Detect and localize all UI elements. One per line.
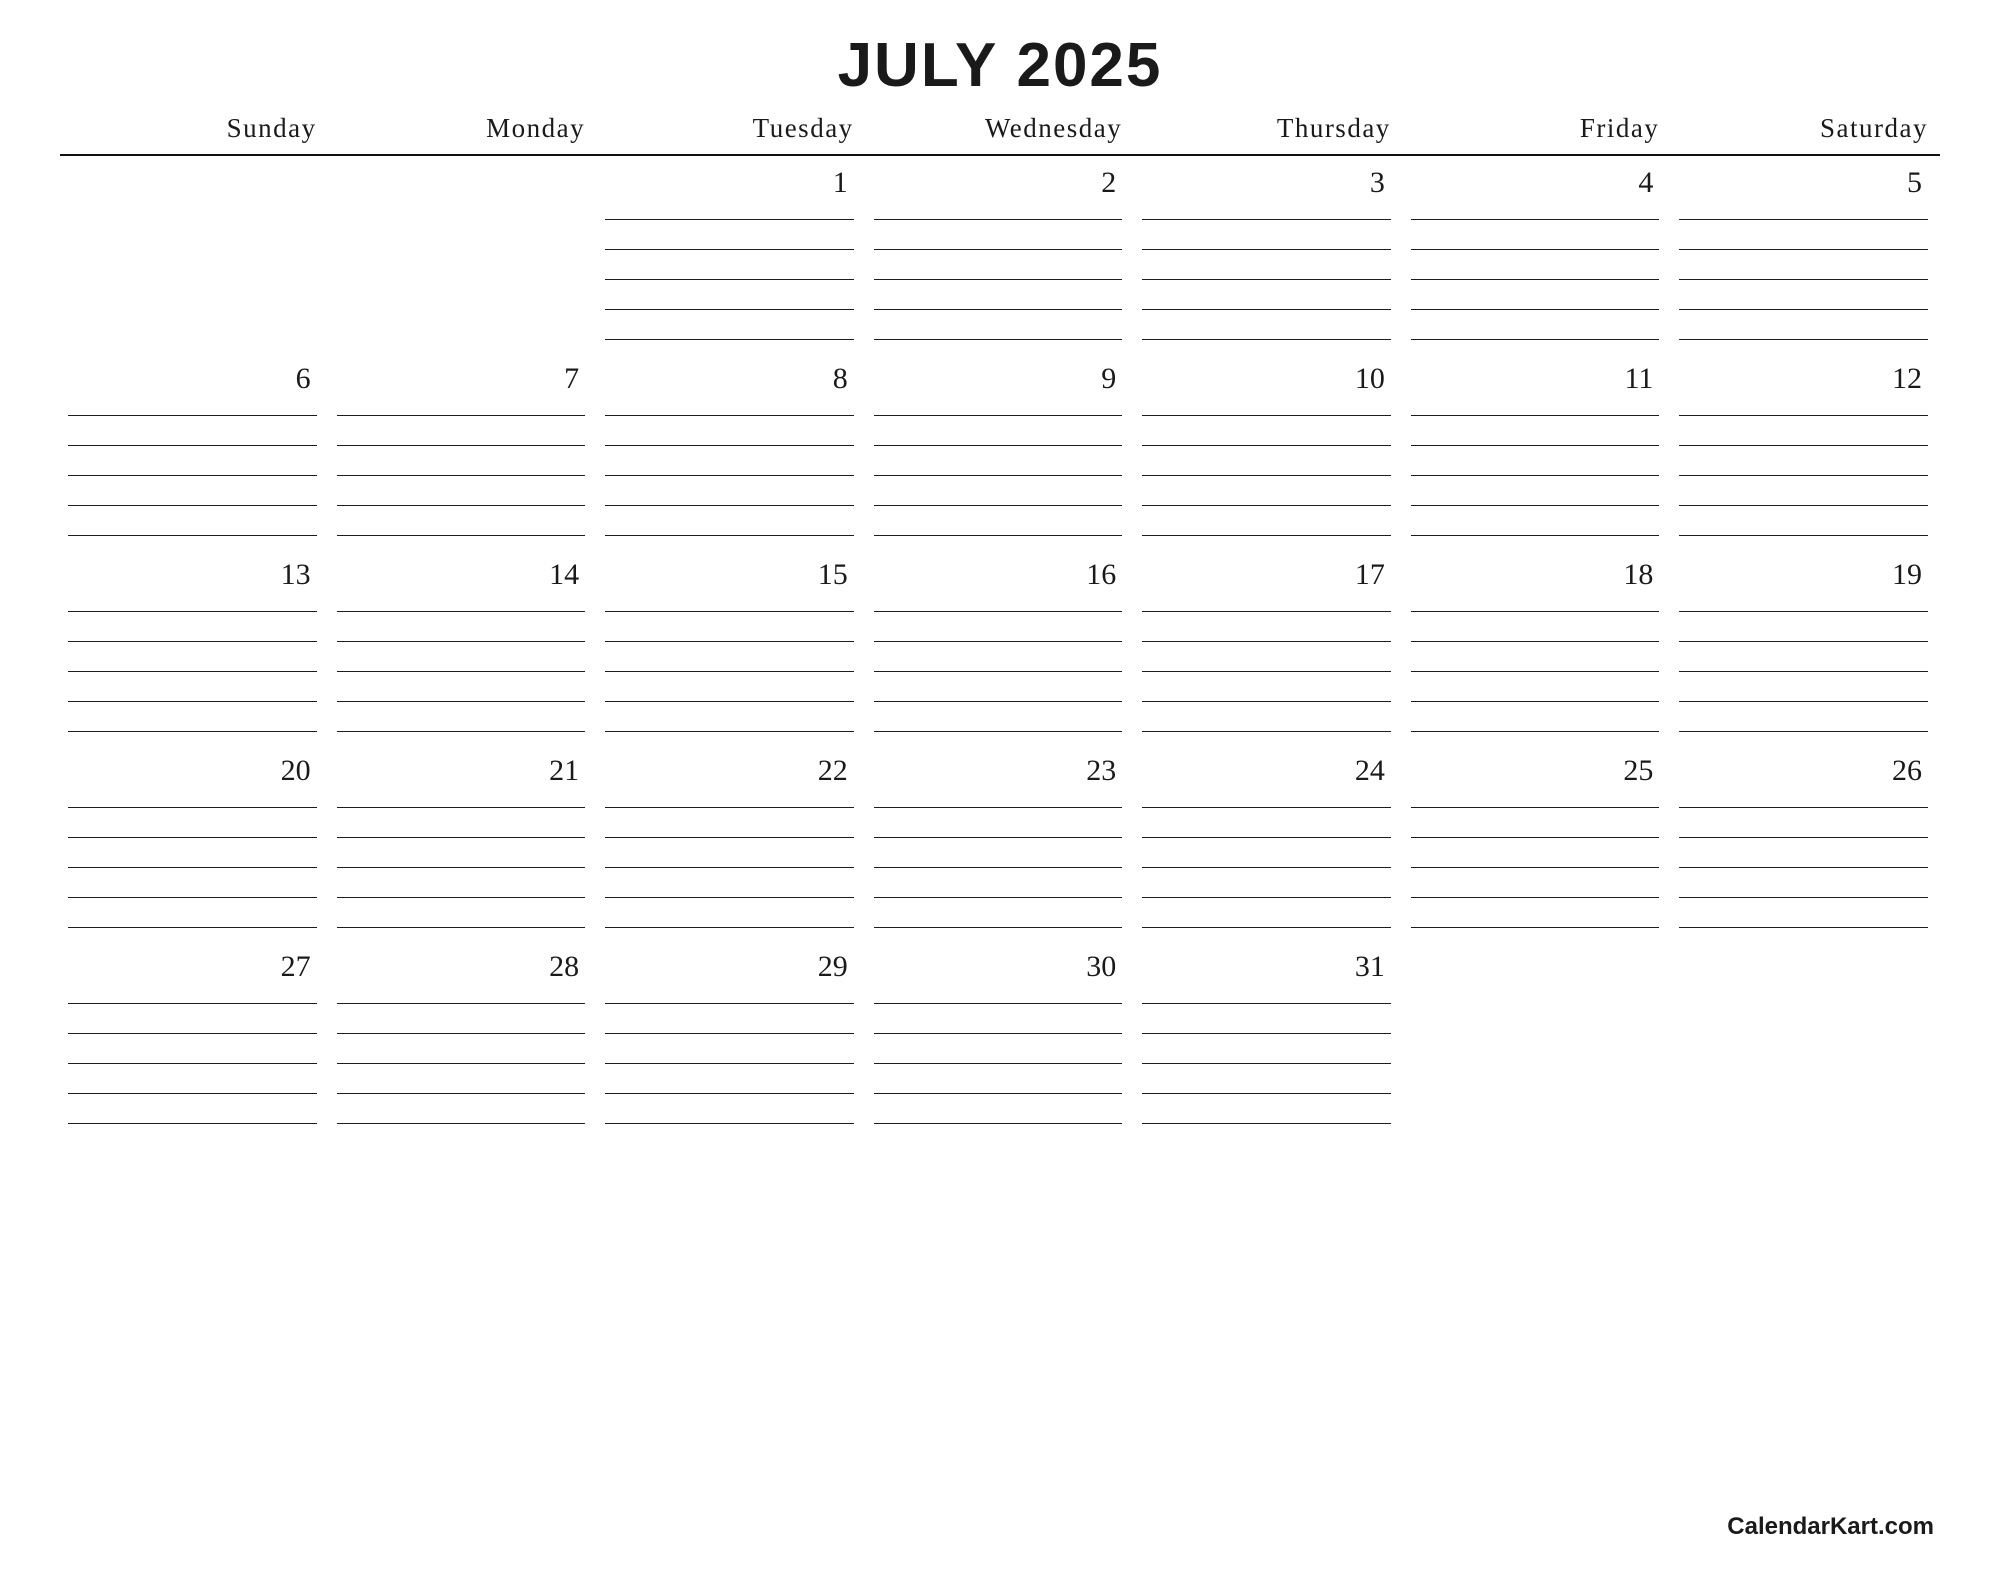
day-note-lines[interactable]: [1134, 778, 1403, 928]
calendar-day-cell[interactable]: [329, 548, 598, 744]
note-line: [68, 190, 317, 219]
note-line[interactable]: [1679, 446, 1928, 476]
note-line[interactable]: [1142, 386, 1391, 416]
calendar-day-cell[interactable]: [1134, 155, 1403, 352]
note-line[interactable]: [1142, 808, 1391, 838]
note-line[interactable]: [1679, 190, 1928, 220]
day-note-lines[interactable]: [866, 974, 1135, 1124]
day-number: 31: [1354, 950, 1385, 983]
note-line[interactable]: [874, 310, 1123, 340]
note-line[interactable]: [605, 220, 854, 250]
note-line[interactable]: [1142, 446, 1391, 476]
note-line[interactable]: [605, 778, 854, 808]
calendar-week-row: [60, 548, 1940, 744]
calendar-day-cell[interactable]: [866, 352, 1135, 548]
day-note-lines[interactable]: [60, 974, 329, 1124]
note-line: [1679, 974, 1928, 1003]
note-line[interactable]: [1411, 190, 1660, 220]
note-line[interactable]: [1411, 310, 1660, 340]
day-note-lines-empty: [329, 190, 598, 335]
calendar-day-cell[interactable]: [1403, 744, 1672, 940]
note-line[interactable]: [1142, 476, 1391, 506]
weekday-header-saturday: Saturday: [1671, 113, 1940, 155]
note-line[interactable]: [1142, 898, 1391, 928]
note-line[interactable]: [1411, 280, 1660, 310]
note-line: [337, 248, 586, 277]
note-line[interactable]: [874, 1034, 1123, 1064]
note-line[interactable]: [68, 1034, 317, 1064]
day-number: [329, 156, 598, 190]
note-line[interactable]: [337, 1004, 586, 1034]
note-line[interactable]: [1411, 386, 1660, 416]
note-line[interactable]: [874, 250, 1123, 280]
calendar-empty-cell: [329, 155, 598, 352]
calendar-day-cell[interactable]: [1671, 548, 1940, 744]
note-line[interactable]: [1142, 582, 1391, 612]
day-number: [1403, 940, 1672, 974]
note-line[interactable]: [1411, 416, 1660, 446]
note-line[interactable]: [874, 868, 1123, 898]
calendar-week-row: [60, 352, 1940, 548]
note-line[interactable]: [874, 612, 1123, 642]
note-line[interactable]: [1679, 250, 1928, 280]
note-line[interactable]: [605, 446, 854, 476]
day-number: 29: [817, 950, 848, 983]
day-number: 11: [1624, 362, 1654, 395]
note-line[interactable]: [874, 778, 1123, 808]
calendar-header-row: [60, 113, 1940, 155]
note-line[interactable]: [1679, 582, 1928, 612]
note-line[interactable]: [1142, 250, 1391, 280]
note-line[interactable]: [68, 1094, 317, 1124]
day-number: 27: [280, 950, 311, 983]
note-line[interactable]: [68, 808, 317, 838]
day-note-lines[interactable]: [1134, 386, 1403, 536]
note-line[interactable]: [1411, 808, 1660, 838]
note-line[interactable]: [605, 702, 854, 732]
note-line: [68, 277, 317, 306]
day-number: [1671, 940, 1940, 974]
note-line[interactable]: [337, 416, 586, 446]
calendar-day-cell[interactable]: [1671, 352, 1940, 548]
day-note-lines[interactable]: [329, 582, 598, 732]
note-line[interactable]: [1411, 838, 1660, 868]
calendar-day-cell[interactable]: [329, 940, 598, 1136]
note-line[interactable]: [1679, 416, 1928, 446]
note-line[interactable]: [68, 1064, 317, 1094]
note-line[interactable]: [337, 838, 586, 868]
day-number: 26: [1892, 754, 1922, 787]
note-line: [1411, 1090, 1660, 1119]
note-line[interactable]: [874, 1004, 1123, 1034]
note-line[interactable]: [874, 808, 1123, 838]
day-note-lines[interactable]: [866, 582, 1135, 732]
note-line[interactable]: [605, 1034, 854, 1064]
day-number: 25: [1623, 754, 1654, 787]
note-line[interactable]: [874, 446, 1123, 476]
day-note-lines[interactable]: [1671, 778, 1940, 928]
day-note-lines-empty: [1403, 974, 1672, 1119]
calendar-empty-cell: [1403, 940, 1672, 1136]
day-number: 30: [1086, 950, 1117, 983]
day-note-lines[interactable]: [60, 386, 329, 536]
day-number: 4: [1638, 166, 1654, 199]
note-line[interactable]: [874, 280, 1123, 310]
note-line[interactable]: [68, 672, 317, 702]
note-line[interactable]: [1679, 702, 1928, 732]
day-number: 20: [280, 754, 311, 787]
day-note-lines[interactable]: [329, 974, 598, 1124]
note-line[interactable]: [1411, 250, 1660, 280]
day-number: 17: [1354, 558, 1385, 591]
day-number: 28: [549, 950, 580, 983]
note-line[interactable]: [1411, 702, 1660, 732]
note-line[interactable]: [874, 974, 1123, 1004]
note-line[interactable]: [874, 642, 1123, 672]
note-line: [1679, 1003, 1928, 1032]
note-line: [1679, 1032, 1928, 1061]
note-line[interactable]: [337, 1094, 586, 1124]
note-line[interactable]: [68, 642, 317, 672]
weekday-header-sunday: Sunday: [60, 113, 329, 155]
calendar-day-cell[interactable]: [597, 155, 866, 352]
note-line[interactable]: [605, 1094, 854, 1124]
note-line[interactable]: [337, 702, 586, 732]
note-line: [1679, 1090, 1928, 1119]
note-line[interactable]: [337, 868, 586, 898]
note-line[interactable]: [605, 476, 854, 506]
note-line[interactable]: [1679, 386, 1928, 416]
calendar-day-cell[interactable]: [1671, 744, 1940, 940]
note-line[interactable]: [874, 506, 1123, 536]
calendar-day-cell[interactable]: [866, 155, 1135, 352]
note-line[interactable]: [874, 838, 1123, 868]
day-note-lines[interactable]: [1403, 778, 1672, 928]
weekday-header-monday: Monday: [329, 113, 598, 155]
note-line[interactable]: [1411, 868, 1660, 898]
day-number: 21: [549, 754, 580, 787]
day-note-lines[interactable]: [1403, 582, 1672, 732]
note-line[interactable]: [874, 702, 1123, 732]
note-line[interactable]: [1679, 868, 1928, 898]
day-number: 7: [564, 362, 580, 395]
day-note-lines[interactable]: [1134, 582, 1403, 732]
day-number: 14: [549, 558, 580, 591]
footer-brand: CalendarKart.com: [1727, 1513, 1934, 1540]
note-line[interactable]: [1142, 672, 1391, 702]
day-number: 13: [280, 558, 311, 591]
note-line[interactable]: [1679, 898, 1928, 928]
note-line[interactable]: [874, 416, 1123, 446]
note-line[interactable]: [605, 1064, 854, 1094]
day-number: 22: [817, 754, 848, 787]
note-line[interactable]: [68, 386, 317, 416]
note-line[interactable]: [1411, 220, 1660, 250]
note-line[interactable]: [874, 220, 1123, 250]
note-line[interactable]: [1142, 702, 1391, 732]
day-note-lines[interactable]: [1403, 386, 1672, 536]
day-note-lines[interactable]: [1671, 190, 1940, 340]
note-line[interactable]: [1679, 778, 1928, 808]
note-line[interactable]: [1142, 1064, 1391, 1094]
note-line[interactable]: [68, 612, 317, 642]
note-line[interactable]: [1142, 416, 1391, 446]
calendar-body: [60, 155, 1940, 1136]
note-line[interactable]: [337, 506, 586, 536]
note-line[interactable]: [1679, 506, 1928, 536]
note-line[interactable]: [605, 898, 854, 928]
day-note-lines[interactable]: [1671, 582, 1940, 732]
calendar-day-cell[interactable]: [60, 352, 329, 548]
note-line[interactable]: [1679, 672, 1928, 702]
note-line[interactable]: [68, 506, 317, 536]
note-line[interactable]: [605, 582, 854, 612]
note-line[interactable]: [1142, 778, 1391, 808]
day-number: 19: [1892, 558, 1922, 591]
note-line[interactable]: [337, 612, 586, 642]
note-line[interactable]: [337, 446, 586, 476]
day-note-lines[interactable]: [597, 582, 866, 732]
calendar-day-cell[interactable]: [866, 548, 1135, 744]
day-note-lines[interactable]: [597, 190, 866, 340]
note-line[interactable]: [605, 250, 854, 280]
note-line[interactable]: [605, 838, 854, 868]
calendar-day-cell[interactable]: [329, 744, 598, 940]
page-title: JULY 2025: [837, 31, 1163, 100]
day-note-lines-empty: [60, 190, 329, 335]
calendar-day-cell[interactable]: [597, 352, 866, 548]
calendar-day-cell[interactable]: [597, 940, 866, 1136]
note-line: [1411, 1032, 1660, 1061]
note-line[interactable]: [1679, 808, 1928, 838]
note-line[interactable]: [1411, 778, 1660, 808]
calendar-week-row: [60, 155, 1940, 352]
note-line[interactable]: [605, 190, 854, 220]
note-line[interactable]: [1142, 642, 1391, 672]
day-number: 2: [1101, 166, 1117, 199]
note-line[interactable]: [1679, 612, 1928, 642]
calendar-table: [60, 113, 1940, 1136]
day-note-lines[interactable]: [597, 386, 866, 536]
note-line: [1411, 1003, 1660, 1032]
day-number: 5: [1907, 166, 1922, 199]
calendar-day-cell[interactable]: [60, 548, 329, 744]
note-line[interactable]: [68, 582, 317, 612]
note-line: [337, 277, 586, 306]
note-line[interactable]: [1679, 642, 1928, 672]
day-number: 10: [1354, 362, 1385, 395]
note-line[interactable]: [1142, 1004, 1391, 1034]
note-line: [1679, 1061, 1928, 1090]
day-note-lines[interactable]: [1134, 190, 1403, 340]
day-number: [60, 156, 329, 190]
calendar-day-cell[interactable]: [1134, 548, 1403, 744]
calendar-day-cell[interactable]: [60, 744, 329, 940]
day-note-lines[interactable]: [1134, 974, 1403, 1124]
note-line[interactable]: [1411, 506, 1660, 536]
note-line[interactable]: [605, 280, 854, 310]
note-line[interactable]: [605, 506, 854, 536]
note-line[interactable]: [874, 672, 1123, 702]
note-line[interactable]: [874, 582, 1123, 612]
note-line[interactable]: [874, 1064, 1123, 1094]
note-line[interactable]: [68, 868, 317, 898]
note-line[interactable]: [605, 974, 854, 1004]
note-line[interactable]: [68, 974, 317, 1004]
note-line[interactable]: [1411, 612, 1660, 642]
note-line[interactable]: [1142, 974, 1391, 1004]
day-number: 8: [832, 362, 848, 395]
calendar-day-cell[interactable]: [1671, 155, 1940, 352]
calendar-day-cell[interactable]: [329, 352, 598, 548]
note-line[interactable]: [68, 446, 317, 476]
note-line[interactable]: [605, 612, 854, 642]
note-line[interactable]: [605, 386, 854, 416]
note-line[interactable]: [337, 1064, 586, 1094]
day-note-lines[interactable]: [329, 386, 598, 536]
note-line[interactable]: [1679, 280, 1928, 310]
calendar-page: [0, 30, 2000, 1575]
day-note-lines-empty: [1671, 974, 1940, 1119]
day-note-lines[interactable]: [1671, 386, 1940, 536]
note-line[interactable]: [1411, 672, 1660, 702]
note-line[interactable]: [337, 642, 586, 672]
note-line[interactable]: [1142, 1034, 1391, 1064]
calendar-day-cell[interactable]: [866, 744, 1135, 940]
day-note-lines[interactable]: [866, 190, 1135, 340]
note-line: [68, 248, 317, 277]
note-line: [337, 219, 586, 248]
day-note-lines[interactable]: [866, 778, 1135, 928]
note-line: [68, 219, 317, 248]
day-note-lines[interactable]: [597, 974, 866, 1124]
calendar-day-cell[interactable]: [1403, 155, 1672, 352]
note-line[interactable]: [605, 1004, 854, 1034]
calendar-day-cell[interactable]: [1134, 352, 1403, 548]
note-line[interactable]: [605, 310, 854, 340]
note-line[interactable]: [1142, 280, 1391, 310]
note-line[interactable]: [68, 702, 317, 732]
note-line[interactable]: [68, 476, 317, 506]
note-line: [1411, 974, 1660, 1003]
weekday-header-friday: Friday: [1403, 113, 1672, 155]
day-number: 9: [1101, 362, 1117, 395]
note-line: [1411, 1061, 1660, 1090]
note-line[interactable]: [337, 1034, 586, 1064]
note-line[interactable]: [337, 974, 586, 1004]
note-line[interactable]: [874, 476, 1123, 506]
calendar-week-row: [60, 940, 1940, 1136]
calendar-week-row: [60, 744, 1940, 940]
note-line[interactable]: [874, 1094, 1123, 1124]
note-line[interactable]: [1142, 868, 1391, 898]
note-line[interactable]: [605, 868, 854, 898]
note-line[interactable]: [1142, 506, 1391, 536]
note-line[interactable]: [1411, 642, 1660, 672]
note-line[interactable]: [68, 898, 317, 928]
note-line[interactable]: [68, 778, 317, 808]
note-line[interactable]: [1679, 476, 1928, 506]
day-number: 6: [295, 362, 311, 395]
calendar-day-cell[interactable]: [1403, 352, 1672, 548]
note-line[interactable]: [68, 1004, 317, 1034]
day-number: 24: [1354, 754, 1385, 787]
day-number: 23: [1086, 754, 1117, 787]
note-line[interactable]: [337, 778, 586, 808]
note-line[interactable]: [1142, 1094, 1391, 1124]
note-line[interactable]: [68, 838, 317, 868]
day-number: 16: [1086, 558, 1117, 591]
day-note-lines[interactable]: [866, 386, 1135, 536]
note-line: [68, 306, 317, 335]
note-line[interactable]: [1411, 476, 1660, 506]
calendar-day-cell[interactable]: [597, 548, 866, 744]
note-line[interactable]: [1142, 220, 1391, 250]
calendar-empty-cell: [1671, 940, 1940, 1136]
weekday-header-tuesday: Tuesday: [597, 113, 866, 155]
note-line: [337, 306, 586, 335]
calendar-day-cell[interactable]: [866, 940, 1135, 1136]
note-line[interactable]: [337, 898, 586, 928]
calendar-day-cell[interactable]: [1403, 548, 1672, 744]
day-note-lines[interactable]: [60, 778, 329, 928]
note-line[interactable]: [1679, 220, 1928, 250]
day-number: 15: [817, 558, 848, 591]
note-line[interactable]: [1411, 446, 1660, 476]
weekday-header-wednesday: Wednesday: [866, 113, 1135, 155]
note-line[interactable]: [874, 898, 1123, 928]
note-line[interactable]: [1679, 310, 1928, 340]
day-note-lines[interactable]: [329, 778, 598, 928]
calendar-empty-cell: [60, 155, 329, 352]
note-line[interactable]: [874, 190, 1123, 220]
day-number: 1: [832, 166, 848, 199]
day-number: 12: [1892, 362, 1922, 395]
note-line[interactable]: [1411, 898, 1660, 928]
calendar-day-cell[interactable]: [60, 940, 329, 1136]
calendar-day-cell[interactable]: [1134, 940, 1403, 1136]
day-number: 18: [1623, 558, 1654, 591]
note-line[interactable]: [605, 672, 854, 702]
day-note-lines[interactable]: [1403, 190, 1672, 340]
calendar-day-cell[interactable]: [597, 744, 866, 940]
note-line[interactable]: [1142, 190, 1391, 220]
note-line: [337, 190, 586, 219]
note-line[interactable]: [1142, 612, 1391, 642]
note-line[interactable]: [1142, 310, 1391, 340]
note-line[interactable]: [1679, 838, 1928, 868]
note-line[interactable]: [337, 386, 586, 416]
note-line[interactable]: [605, 808, 854, 838]
note-line[interactable]: [874, 386, 1123, 416]
day-number: 3: [1369, 166, 1385, 199]
day-note-lines[interactable]: [597, 778, 866, 928]
note-line[interactable]: [1411, 582, 1660, 612]
calendar-day-cell[interactable]: [1134, 744, 1403, 940]
note-line[interactable]: [605, 416, 854, 446]
note-line[interactable]: [605, 642, 854, 672]
day-note-lines[interactable]: [60, 582, 329, 732]
note-line[interactable]: [337, 476, 586, 506]
note-line[interactable]: [337, 672, 586, 702]
note-line[interactable]: [337, 582, 586, 612]
weekday-header-thursday: Thursday: [1134, 113, 1403, 155]
note-line[interactable]: [68, 416, 317, 446]
note-line[interactable]: [337, 808, 586, 838]
note-line[interactable]: [1142, 838, 1391, 868]
